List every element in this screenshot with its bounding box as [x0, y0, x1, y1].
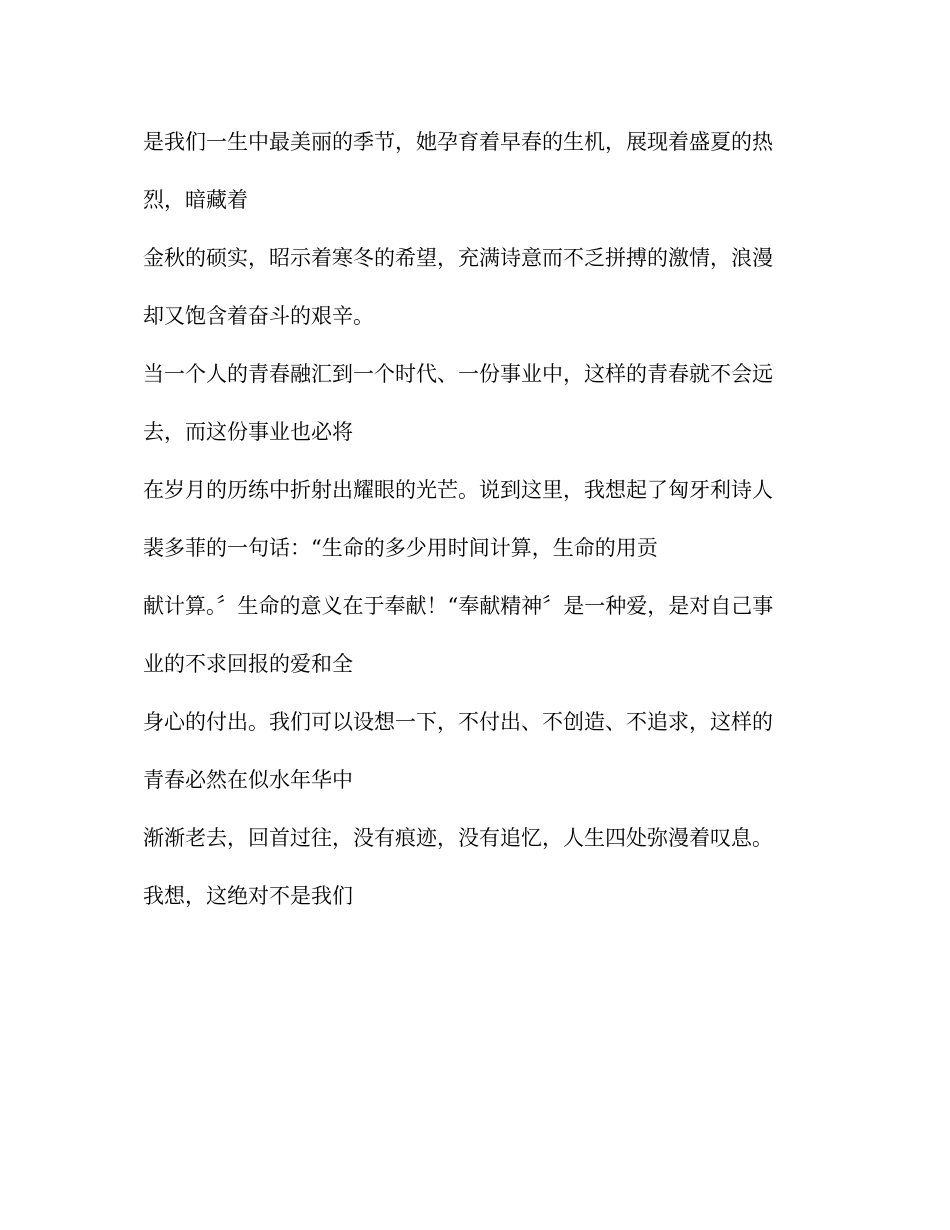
text-line: 金秋的硕实，昭示着寒冬的希望，充满诗意而不乏拼搏的激情，浪漫: [143, 246, 773, 270]
text-line: 是我们一生中最美丽的季节，她孕育着早春的生机，展现着盛夏的热: [143, 130, 773, 154]
text-line: 却又饱含着奋斗的艰辛。: [143, 304, 374, 328]
text-line: 烈，暗藏着: [143, 188, 248, 212]
text-line: 裴多菲的一句话：“生命的多少用时间计算，生命的用贡: [143, 536, 658, 560]
text-line: 当一个人的青春融汇到一个时代、一份事业中，这样的青春就不会远: [143, 362, 773, 386]
text-line: 渐渐老去，回首过往，没有痕迹，没有追忆，人生四处弥漫着叹息。: [143, 826, 773, 850]
text-line: 业的不求回报的爱和全: [143, 652, 353, 676]
text-line: 献计算。〞生命的意义在于奉献！“奉献精神〞是一种爱，是对自己事: [143, 594, 774, 618]
text-line: 我想，这绝对不是我们: [143, 884, 353, 908]
document-body: [143, 122, 843, 934]
text-line: 去，而这份事业也必将: [143, 420, 353, 444]
text-line: 青春必然在似水年华中: [143, 768, 353, 792]
text-line: 在岁月的历练中折射出耀眼的光芒。说到这里，我想起了匈牙利诗人: [143, 478, 773, 502]
text-line: 身心的付出。我们可以设想一下，不付出、不创造、不追求，这样的: [143, 710, 773, 734]
